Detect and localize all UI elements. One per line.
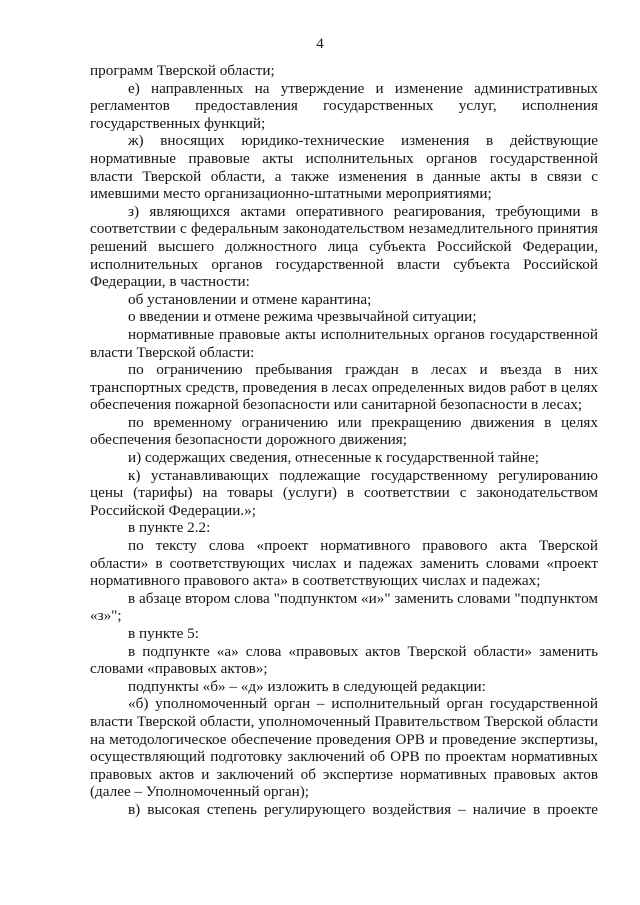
paragraph: нормативные правовые акты исполнительных органов государственной власти Тверской области: (90, 325, 598, 361)
paragraph: подпункты «б» – «д» изложить в следующей редакции: (128, 677, 486, 695)
paragraph: в пункте 2.2: (128, 519, 211, 537)
paragraph: в пункте 5: (128, 625, 199, 642)
paragraph: к) устанавливающих подлежащие государственному регулированию цены (тарифы) на товары (услуги) в соответствии с законодательством Российской Федерации.»; (90, 466, 598, 519)
paragraph: в абзаце втором слова "подпунктом «и»" заменить словами "подпунктом «з»"; (90, 589, 598, 625)
paragraph: з) являющихся актами оперативного реагирования, требующими в соответствии с федеральным законодательством незамедлительного принятия решений высшего должностного лица субъекта Российской Федерации, исполнительных органов государственной власти субъекта Российской Федерации, в частности: (90, 202, 598, 291)
paragraph: программ Тверской области; (90, 62, 275, 79)
paragraph: ж) вносящих юридико-технические изменения в действующие нормативные правовые акты исполнительных органов государственной власти Тверской области, а также изменения в данные акты в связи с имевшими место организационно-штатными мероприятиями; (90, 132, 598, 203)
paragraph: «б) уполномоченный орган – исполнительный орган государственной власти Тверской области, уполномоченный Правительством Тверской области на методологическое обеспечение проведения ОРВ и проведение экспертизы, осуществляющий подготовку заключений об ОРВ по проектам нормативных правовых актов и заключений об экспертизе нормативных правовых актов (далее – Уполномоченный орган); (90, 695, 598, 801)
paragraph: в подпункте «а» слова «правовых актов Тверской области» заменить словами «правовых актов»; (90, 642, 598, 678)
paragraph: о введении и отмене режима чрезвычайной ситуации; (128, 308, 477, 326)
document-body (90, 62, 598, 819)
paragraph: по ограничению пребывания граждан в лесах и въезда в них транспортных средств, проведения в лесах определенных видов работ в целях обеспечения пожарной безопасности или санитарной безопасности в лесах; (90, 361, 598, 414)
paragraph: по временному ограничению или прекращению движения в целях обеспечения безопасности дорожного движения; (90, 413, 598, 449)
paragraph: по тексту слова «проект нормативного правового акта Тверской области» в соответствующих числах и падежах заменить словами «проект нормативного правового акта» в соответствующих числах и падежах; (90, 537, 598, 590)
paragraph: об установлении и отмене карантина; (128, 290, 372, 308)
page-number: 4 (316, 36, 324, 52)
paragraph: и) содержащих сведения, отнесенные к государственной тайне; (128, 449, 539, 467)
paragraph: е) направленных на утверждение и изменение административных регламентов предоставления государственных услуг, исполнения государственных функций; (90, 79, 598, 132)
paragraph: в) высокая степень регулирующего воздействия – наличие в проекте (128, 800, 598, 818)
